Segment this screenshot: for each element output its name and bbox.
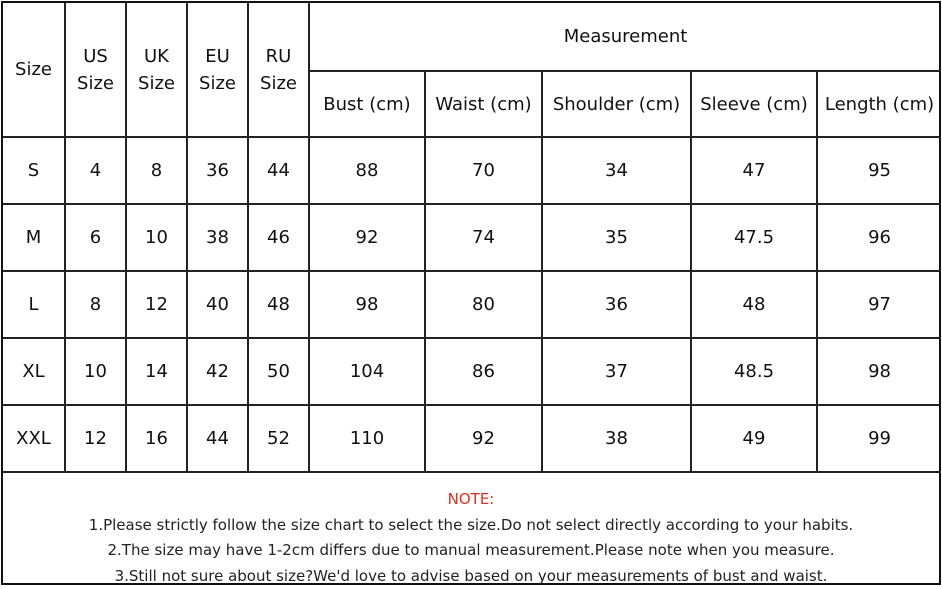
cell-eu: 40 — [187, 271, 248, 338]
cell-uk: 10 — [126, 204, 187, 271]
cell-size: XXL — [3, 405, 65, 472]
header-uk-size: UK Size — [126, 3, 187, 137]
cell-sleeve: 49 — [691, 405, 817, 472]
note-line-2: 2.The size may have 1-2cm differs due to manual measurement.Please note when you measure. — [3, 538, 939, 564]
cell-uk: 12 — [126, 271, 187, 338]
header-measurement: Measurement — [309, 3, 941, 71]
cell-size: S — [3, 137, 65, 204]
cell-ru: 50 — [248, 338, 309, 405]
cell-waist: 80 — [425, 271, 542, 338]
cell-shoulder: 35 — [542, 204, 691, 271]
cell-eu: 36 — [187, 137, 248, 204]
cell-us: 12 — [65, 405, 126, 472]
cell-uk: 14 — [126, 338, 187, 405]
cell-us: 10 — [65, 338, 126, 405]
cell-shoulder: 38 — [542, 405, 691, 472]
cell-shoulder: 37 — [542, 338, 691, 405]
cell-uk: 16 — [126, 405, 187, 472]
cell-sleeve: 48 — [691, 271, 817, 338]
cell-ru: 48 — [248, 271, 309, 338]
cell-size: L — [3, 271, 65, 338]
cell-uk: 8 — [126, 137, 187, 204]
cell-ru: 52 — [248, 405, 309, 472]
cell-ru: 46 — [248, 204, 309, 271]
cell-shoulder: 34 — [542, 137, 691, 204]
header-waist: Waist (cm) — [425, 71, 542, 137]
note-line-1: 1.Please strictly follow the size chart to select the size.Do not select directly according to your habits. — [3, 513, 939, 539]
header-bust: Bust (cm) — [309, 71, 425, 137]
cell-waist: 86 — [425, 338, 542, 405]
cell-eu: 44 — [187, 405, 248, 472]
cell-sleeve: 48.5 — [691, 338, 817, 405]
table-row — [3, 405, 941, 472]
cell-waist: 74 — [425, 204, 542, 271]
size-chart — [1, 1, 941, 585]
cell-sleeve: 47 — [691, 137, 817, 204]
cell-bust: 88 — [309, 137, 425, 204]
table-row — [3, 271, 941, 338]
note-title: NOTE: — [3, 487, 939, 513]
cell-length: 97 — [817, 271, 941, 338]
cell-eu: 42 — [187, 338, 248, 405]
cell-length: 95 — [817, 137, 941, 204]
header-sleeve: Sleeve (cm) — [691, 71, 817, 137]
cell-size: XL — [3, 338, 65, 405]
cell-eu: 38 — [187, 204, 248, 271]
cell-bust: 110 — [309, 405, 425, 472]
header-eu-size: EU Size — [187, 3, 248, 137]
cell-length: 99 — [817, 405, 941, 472]
header-ru-size: RU Size — [248, 3, 309, 137]
header-shoulder: Shoulder (cm) — [542, 71, 691, 137]
table-row — [3, 137, 941, 204]
cell-bust: 92 — [309, 204, 425, 271]
cell-ru: 44 — [248, 137, 309, 204]
cell-length: 98 — [817, 338, 941, 405]
cell-size: M — [3, 204, 65, 271]
cell-sleeve: 47.5 — [691, 204, 817, 271]
notes-section — [3, 487, 939, 583]
table-row — [3, 204, 941, 271]
table-row — [3, 338, 941, 405]
cell-shoulder: 36 — [542, 271, 691, 338]
header-length: Length (cm) — [817, 71, 941, 137]
size-table — [3, 3, 941, 473]
cell-bust: 104 — [309, 338, 425, 405]
cell-waist: 92 — [425, 405, 542, 472]
header-size: Size — [3, 3, 65, 137]
cell-us: 4 — [65, 137, 126, 204]
cell-us: 8 — [65, 271, 126, 338]
header-us-size: US Size — [65, 3, 126, 137]
cell-waist: 70 — [425, 137, 542, 204]
cell-us: 6 — [65, 204, 126, 271]
cell-length: 96 — [817, 204, 941, 271]
note-line-3: 3.Still not sure about size?We'd love to advise based on your measurements of bust and waist. — [3, 564, 939, 589]
cell-bust: 98 — [309, 271, 425, 338]
